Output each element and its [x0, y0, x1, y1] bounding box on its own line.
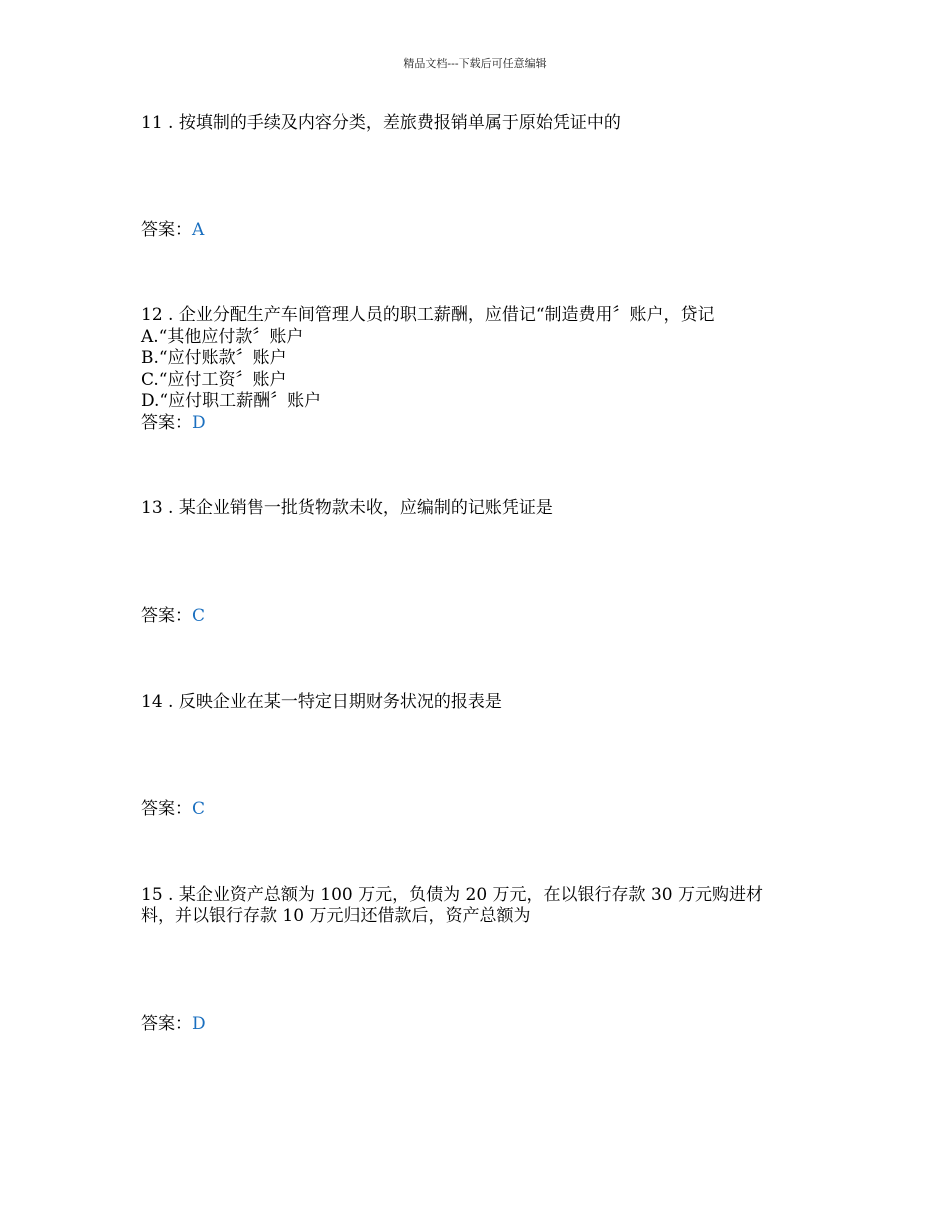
answer-value: C — [192, 799, 206, 819]
question-14-text: 14 . 反映企业在某一特定日期财务状况的报表是 — [141, 692, 502, 712]
option-a: A.“其他应付款〞账户 — [141, 327, 304, 347]
answer-value: A — [192, 220, 205, 240]
question-12-text: 12 . 企业分配生产车间管理人员的职工薪酬，应借记“制造费用〞账户，贷记 — [141, 305, 715, 325]
answer-11 — [141, 220, 204, 241]
answer-value: D — [192, 1014, 206, 1034]
answer-label: 答案： — [141, 1014, 192, 1034]
option-c: C.“应付工资〞账户 — [141, 370, 287, 390]
answer-12 — [141, 413, 206, 434]
answer-label: 答案： — [141, 799, 192, 819]
page-header: 精品文档---下载后可任意编辑 — [403, 57, 547, 70]
option-d: D.“应付职工薪酬〞账户 — [141, 391, 322, 411]
answer-label: 答案： — [141, 606, 192, 626]
answer-label: 答案： — [141, 220, 192, 240]
option-b: B.“应付账款〞账户 — [141, 348, 287, 368]
answer-value: D — [192, 413, 206, 433]
answer-value: C — [192, 606, 206, 626]
question-15-text-line-1: 15 . 某企业资产总额为 100 万元，负债为 20 万元，在以银行存款 30 万元购进材 — [141, 885, 763, 905]
question-15-text-line-2: 料，并以银行存款 10 万元归还借款后，资产总额为 — [141, 906, 531, 926]
answer-15 — [141, 1014, 206, 1035]
question-13-text: 13 . 某企业销售一批货物款未收，应编制的记账凭证是 — [141, 498, 553, 518]
answer-14 — [141, 799, 205, 820]
question-11-text: 11 . 按填制的手续及内容分类，差旅费报销单属于原始凭证中的 — [141, 113, 621, 133]
answer-label: 答案： — [141, 413, 192, 433]
answer-13 — [141, 606, 205, 627]
